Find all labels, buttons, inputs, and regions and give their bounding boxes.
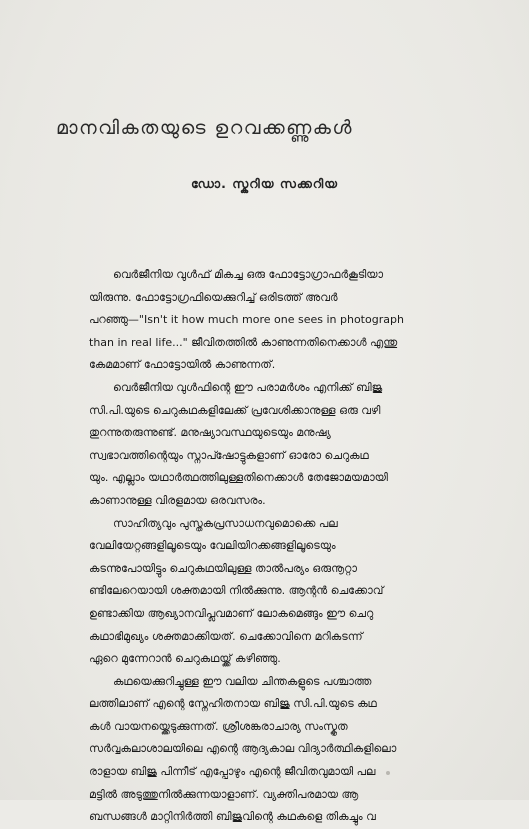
text-line: സർവ്വകലാശാലയിലെ എന്റെ ആദ്യകാല വിദ്യാർത്ഥികളിലൊ xyxy=(89,742,397,756)
chapter-title: മാനവികതയുടെ ഉറവക്കണ്ണുകൾ xyxy=(56,117,353,139)
text-line: യും. എല്ലാം യഥാർത്ഥത്തിലുള്ളതിനെക്കാൾ തേജോമയമായി xyxy=(89,471,388,485)
text-line: ലത്തിലാണ് എന്റെ സ്നേഹിതനായ ബിജു സി.പി.യുടെ കഥ xyxy=(89,697,377,711)
text-line: കഥാഭിമുഖ്യം ശക്തമാക്കിയത്. ചെക്കോവിനെ മറികടന്ന് xyxy=(89,629,363,643)
text-line: സാഹിത്യവും പുസ്തകപ്രസാധനവുമൊക്കെ പല xyxy=(113,516,338,530)
text-line: കടന്നുപോയിട്ടും ചെറുകഥയിലുള്ള താൽപര്യം ഒരുനൂറ്റാ xyxy=(89,561,357,575)
text-line: ബന്ധങ്ങൾ മാറ്റിനിർത്തി ബിജുവിന്റെ കഥകളെ തികച്ചും വ xyxy=(89,810,376,824)
text-line: കേമമാണ് ഫോട്ടോയിൽ കാണുന്നത്. xyxy=(89,358,276,372)
text-line: സി.പി.യുടെ ചെറുകഥകളിലേക്ക് പ്രവേശിക്കാനുള്ള ഒരു വഴി xyxy=(89,403,381,417)
text-line: കാണാനുള്ള വിരളമായ ഒരവസരം. xyxy=(89,493,266,507)
body-text xyxy=(89,264,466,829)
text-line: വെർജീനിയ വുൾഫ് മികച്ച ഒരു ഫോട്ടോഗ്രാഫർകൂടിയാ xyxy=(113,268,384,281)
paragraph xyxy=(89,377,466,513)
paragraph xyxy=(89,264,466,377)
text-line: കൾ വായനയ്ക്കെടുക്കുന്നത്. ശ്രീശങ്കരാചാര്യ സംസ്കൃത xyxy=(89,719,348,733)
text-line: വേലിയേറ്റങ്ങളിലൂടെയും വേലിയിറക്കങ്ങളിലൂടെയും xyxy=(89,539,336,553)
text-line: സ്വഭാവത്തിന്റെയും സ്നാപ്ഷോട്ടുകളാണ് ഓരോ ചെറുകഥ xyxy=(89,448,369,462)
text-line: ഏറെ മുന്നേറാൻ ചെറുകഥയ്ക്ക് കഴിഞ്ഞു. xyxy=(89,652,281,666)
text-line: മട്ടിൽ അടുത്തുനിൽക്കുന്നയാളാണ്. വ്യക്തിപരമായ ആ xyxy=(89,787,359,801)
text-line: യിരുന്നു. ഫോട്ടോഗ്രഫിയെക്കുറിച്ച് ഒരിടത്ത് അവർ xyxy=(89,290,338,304)
text-line: ണ്ടിലേറെയായി ശക്തമായി നിൽക്കുന്നു. ആന്റൻ ചെക്കോവ് xyxy=(89,584,384,598)
author-name: ഡോ. സ്കറിയ സക്കറിയ xyxy=(190,176,339,191)
paragraph xyxy=(89,513,466,671)
text-line: രാളായ ബിജു പിന്നീട് എപ്പോഴും എന്റെ ജീവിതവുമായി പല xyxy=(89,765,376,779)
text-line: കഥയെക്കുറിച്ചുള്ള ഈ വലിയ ചിന്തകളുടെ പശ്ചാത്ത xyxy=(113,674,372,688)
paragraph xyxy=(89,671,466,829)
page-mark xyxy=(386,771,390,775)
text-line: ഉണ്ടാക്കിയ ആഖ്യാനവിപ്ലവമാണ് ലോകമെങ്ങും ഈ ചെറു xyxy=(89,606,374,620)
text-line: than in real life..." ജീവിതത്തിൽ കാണുന്നതിനെക്കാൾ എന്തു xyxy=(89,335,398,349)
text-line: വെർജീനിയ വുൾഫിന്റെ ഈ പരാമർശം എനിക്ക് ബിജു xyxy=(113,380,383,394)
text-line: പറഞ്ഞു—"Isn't it how much more one sees in photograph xyxy=(89,313,404,327)
text-line: തുറന്നുതരുന്നുണ്ട്. മനുഷ്യാവസ്ഥയുടെയും മനുഷ്യ xyxy=(89,426,331,440)
